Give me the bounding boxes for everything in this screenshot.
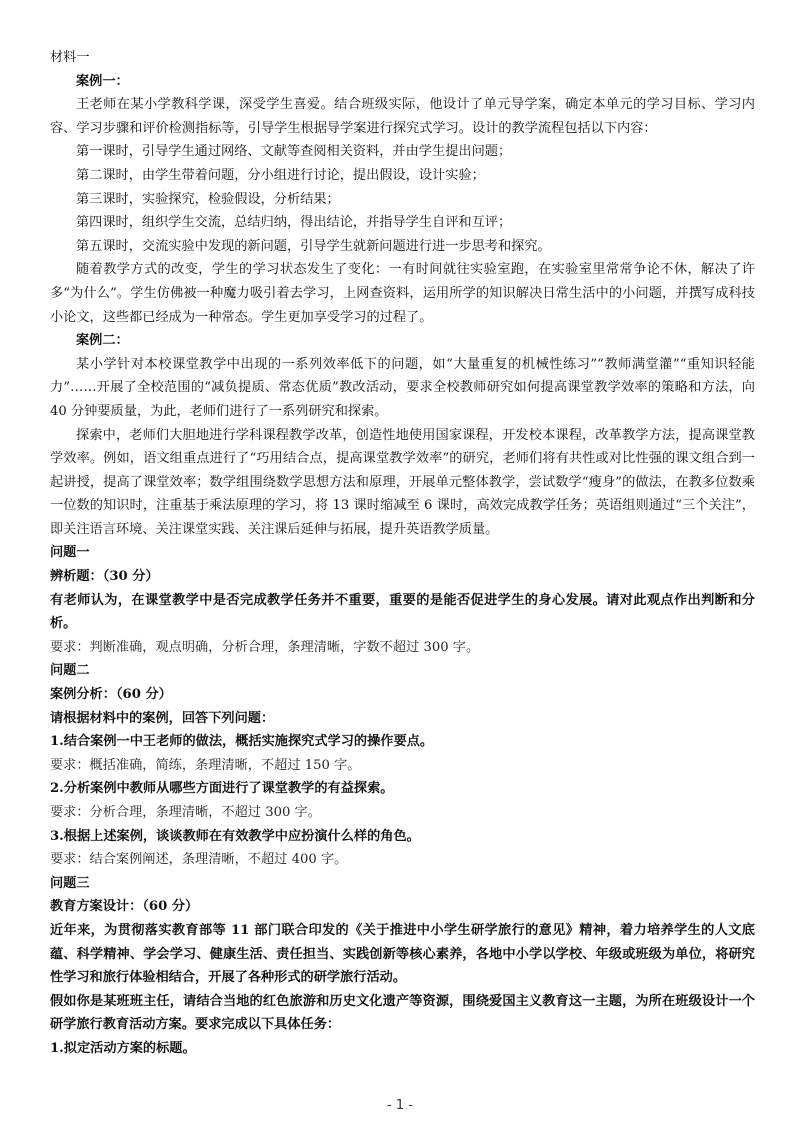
question2-type: 案例分析：（60 分） <box>50 687 172 703</box>
case1-lesson-2: 第二课时，由学生带着问题，分小组进行讨论，提出假设，设计实验； <box>76 167 485 183</box>
material-label: 材料一 <box>50 50 90 65</box>
case1-lesson-5: 第五课时，交流实验中发现的新问题，引导学生就新问题进行进一步思考和探究。 <box>76 238 551 254</box>
case2-paragraph-2: 探索中，老师们大胆地进行学科课程教学改革，创造性地使用国家课程，开发校本课程，改革教学方法，提高课堂教学效率。例如，语文组重点进行了“巧用结合点，提高课堂教学效率”的研究，老师们将有共性或对比性强的课文组合到一起讲授，提高了课堂效率；数学组围绕数学思想方法和原理，开展单元整体教学，尝试数学“瘦身”的做法，在教多位数乘一位数的知识时，注重基于乘法原理的学习，将 13 课时缩减至 6 课时，高效完成教学任务；英语组则通过“三个关注”，即关注语言环境、关注课堂实践、关注课后延伸与拓展，提升英语教学质量。 <box>50 427 755 537</box>
question3-paragraph-1: 近年来，为贯彻落实教育部等 11 部门联合印发的《关于推进中小学生研学旅行的意见》精神，着力培养学生的人文底蕴、科学精神、学会学习、健康生活、责任担当、实践创新等核心素养，各地中小学以学校、年级或班级为单位，将研究性学习和旅行体验相结合，开展了各种形式的研学旅行活动。 <box>50 922 755 986</box>
question2-item-3: 3.根据上述案例，谈谈教师在有效教学中应扮演什么样的角色。 <box>50 828 420 844</box>
case1-paragraph-1: 王老师在某小学教科学课，深受学生喜爱。结合班级实际，他设计了单元导学案，确定本单元的学习目标、学习内容、学习步骤和评价检测指标等，引导学生根据导学案进行探究式学习。设计的教学流程包括以下内容： <box>50 97 755 136</box>
question3-task-1: 1.拟定活动方案的标题。 <box>50 1040 196 1056</box>
question2-item-2-requirement: 要求：分析合理，条理清晰，不超过 300 字。 <box>50 805 321 820</box>
question1-prompt: 有老师认为，在课堂教学中是否完成教学任务并不重要，重要的是能否促进学生的身心发展。请对此观点作出判断和分析。 <box>50 592 755 632</box>
question3-paragraph-2: 假如你是某班班主任，请结合当地的红色旅游和历史文化遗产等资源，围绕爱国主义教育这一主题，为所在班级设计一个研学旅行教育活动方案。要求完成以下具体任务： <box>50 993 755 1033</box>
case2-paragraph-1: 某小学针对本校课堂教学中出现的一系列效率低下的问题，如“大量重复的机械性练习”“教师满堂灌”“重知识轻能力”……开展了全校范围的“减负提质、常态优质”教改活动，要求全校教师研究如何提高课堂教学效率的策略和方法，向 40 分钟要质量，为此，老师们进行了一系列研究和探索。 <box>50 356 755 419</box>
question2-item-1-requirement: 要求：概括准确，简练，条理清晰，不超过 150 字。 <box>50 757 361 773</box>
question2-heading: 问题二 <box>50 663 90 679</box>
case2-title: 案例二： <box>76 333 129 349</box>
question2-item-3-requirement: 要求：结合案例阐述，条理清晰，不超过 400 字。 <box>50 852 348 868</box>
question3-heading: 问题三 <box>50 875 90 891</box>
question3-type: 教育方案设计：（60 分） <box>50 899 199 915</box>
question1-requirement: 要求：判断准确，观点明确，分析合理，条理清晰，字数不超过 300 字。 <box>50 639 480 655</box>
case1-lesson-1: 第一课时，引导学生通过网络、文献等查阅相关资料，并由学生提出问题； <box>76 144 512 160</box>
question2-item-1: 1.结合案例一中王老师的做法，概括实施探究式学习的操作要点。 <box>50 734 434 750</box>
page-number: - 1 - <box>387 1098 413 1113</box>
question2-item-2: 2.分析案例中教师从哪些方面进行了课堂教学的有益探索。 <box>50 781 394 797</box>
case1-lesson-4: 第四课时，组织学生交流，总结归纳，得出结论，并指导学生自评和互评； <box>76 215 512 231</box>
question2-intro: 请根据材料中的案例，回答下列问题： <box>50 710 275 726</box>
exam-page <box>50 46 755 1061</box>
question1-heading: 问题一 <box>50 545 90 561</box>
case1-title: 案例一： <box>76 73 129 89</box>
question1-type: 辨析题：（30 分） <box>50 569 159 585</box>
case1-lesson-3: 第三课时，实验探究，检验假设，分析结果； <box>76 191 340 207</box>
case1-paragraph-2: 随着教学方式的改变，学生的学习状态发生了变化：一有时间就往实验室跑，在实验室里常常争论不休，解决了许多“为什么”。学生仿佛被一种魔力吸引着去学习，上网查资料，运用所学的知识解决日常生活中的小问题，并撰写成科技小论文，这些都已经成为一种常态。学生更加享受学习的过程了。 <box>50 262 755 325</box>
